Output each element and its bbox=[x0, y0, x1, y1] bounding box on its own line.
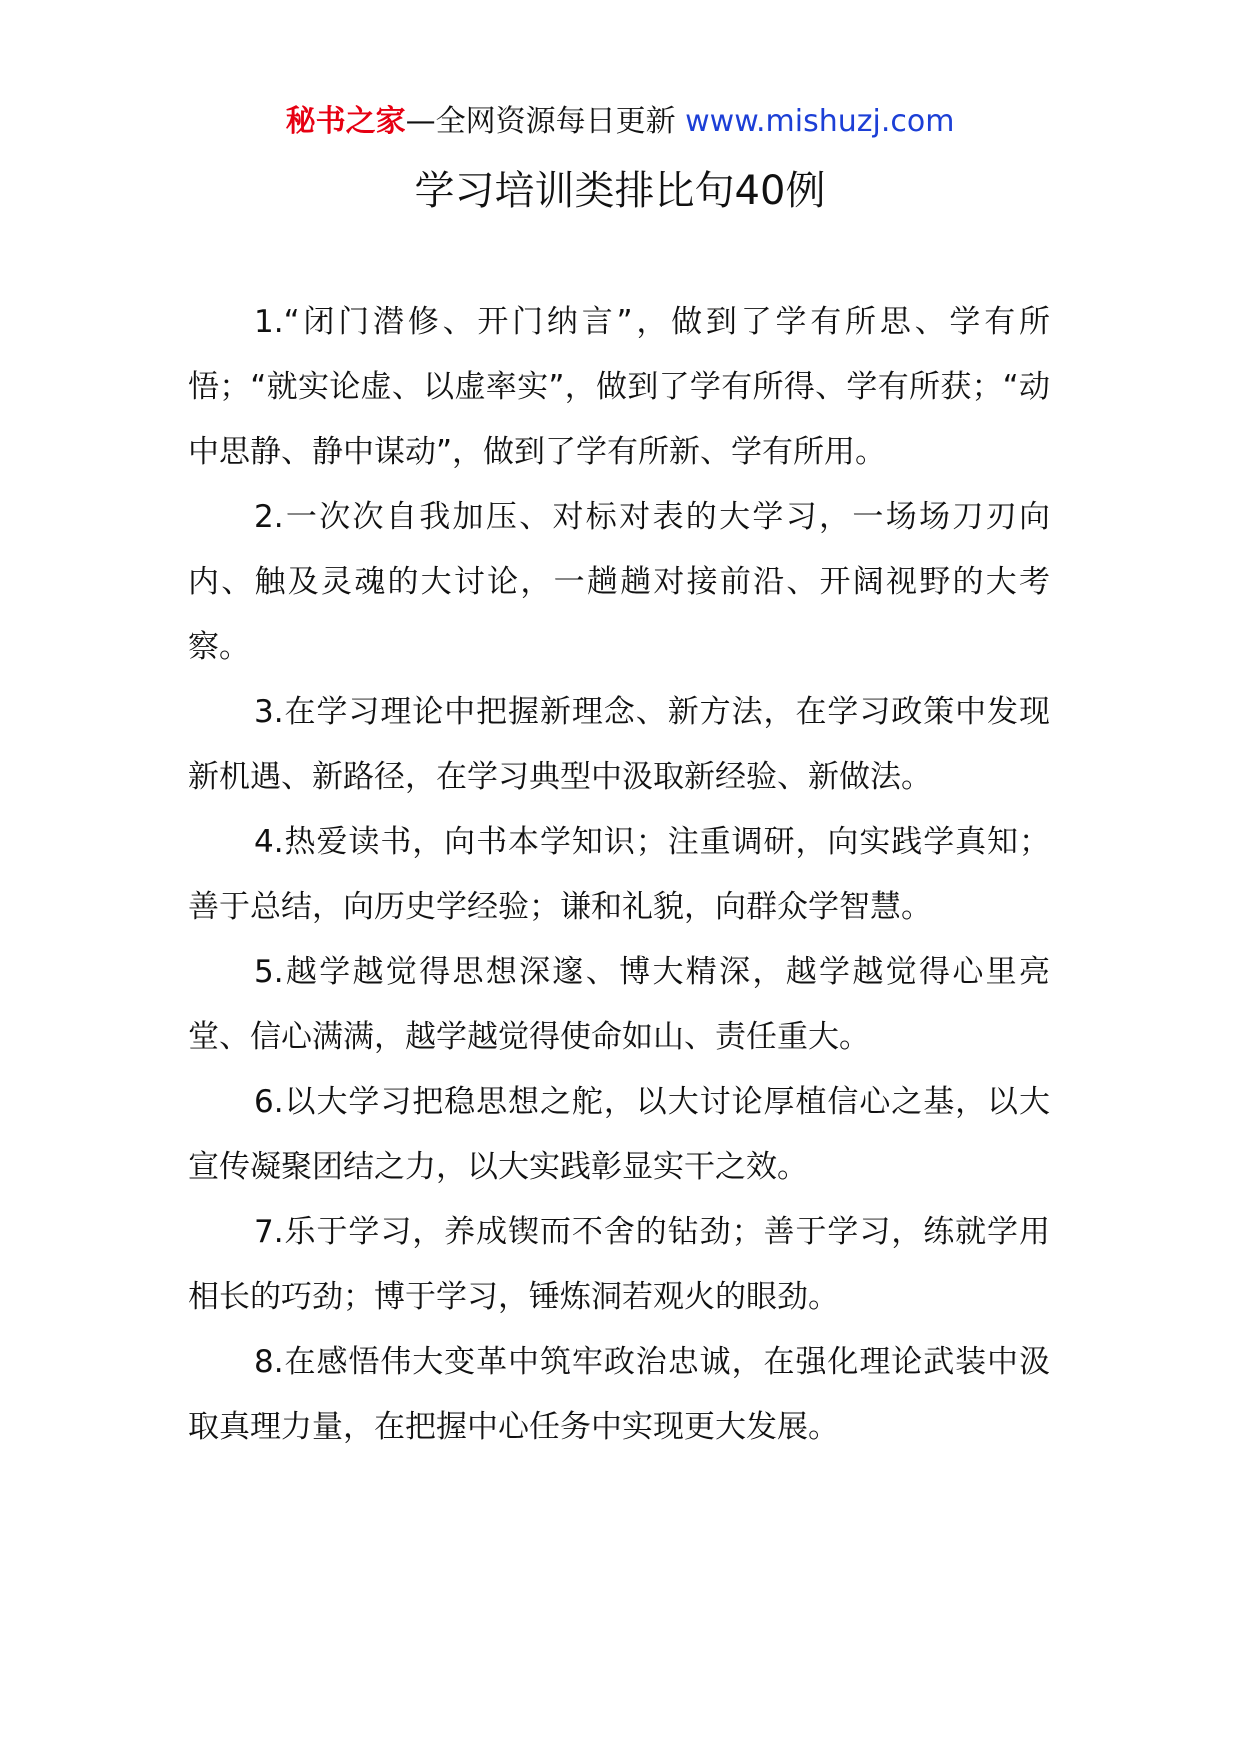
document-body bbox=[188, 290, 1050, 1460]
header-banner bbox=[0, 102, 1240, 142]
header-url-link[interactable]: www.mishuzj.com bbox=[685, 104, 955, 139]
paragraph-4: 4.热爱读书，向书本学知识；注重调研，向实践学真知；善于总结，向历史学经验；谦和礼貌，向群众学智慧。 bbox=[188, 824, 1050, 925]
header-brand: 秘书之家 bbox=[285, 104, 406, 139]
paragraph-5: 5.越学越觉得思想深邃、博大精深，越学越觉得心里亮堂、信心满满，越学越觉得使命如山、责任重大。 bbox=[188, 954, 1050, 1055]
paragraph-3: 3.在学习理论中把握新理念、新方法，在学习政策中发现新机遇、新路径，在学习典型中汲取新经验、新做法。 bbox=[188, 694, 1050, 795]
document-title: 学习培训类排比句40例 bbox=[414, 168, 826, 214]
paragraph-6: 6.以大学习把稳思想之舵，以大讨论厚植信心之基，以大宣传凝聚团结之力，以大实践彰显实干之效。 bbox=[188, 1084, 1050, 1185]
paragraph-2: 2.一次次自我加压、对标对表的大学习，一场场刀刃向内、触及灵魂的大讨论，一趟趟对接前沿、开阔视野的大考察。 bbox=[188, 499, 1050, 665]
paragraph-7: 7.乐于学习，养成锲而不舍的钻劲；善于学习，练就学用相长的巧劲；博于学习，锤炼洞若观火的眼劲。 bbox=[188, 1214, 1050, 1315]
paragraph-8: 8.在感悟伟大变革中筑牢政治忠诚，在强化理论武装中汲取真理力量，在把握中心任务中实现更大发展。 bbox=[188, 1344, 1050, 1445]
header-tagline: —全网资源每日更新 bbox=[405, 104, 676, 139]
paragraph-1: 1.“闭门潜修、开门纳言”，做到了学有所思、学有所悟；“就实论虚、以虚率实”，做到了学有所得、学有所获；“动中思静、静中谋动”，做到了学有所新、学有所用。 bbox=[188, 304, 1050, 470]
